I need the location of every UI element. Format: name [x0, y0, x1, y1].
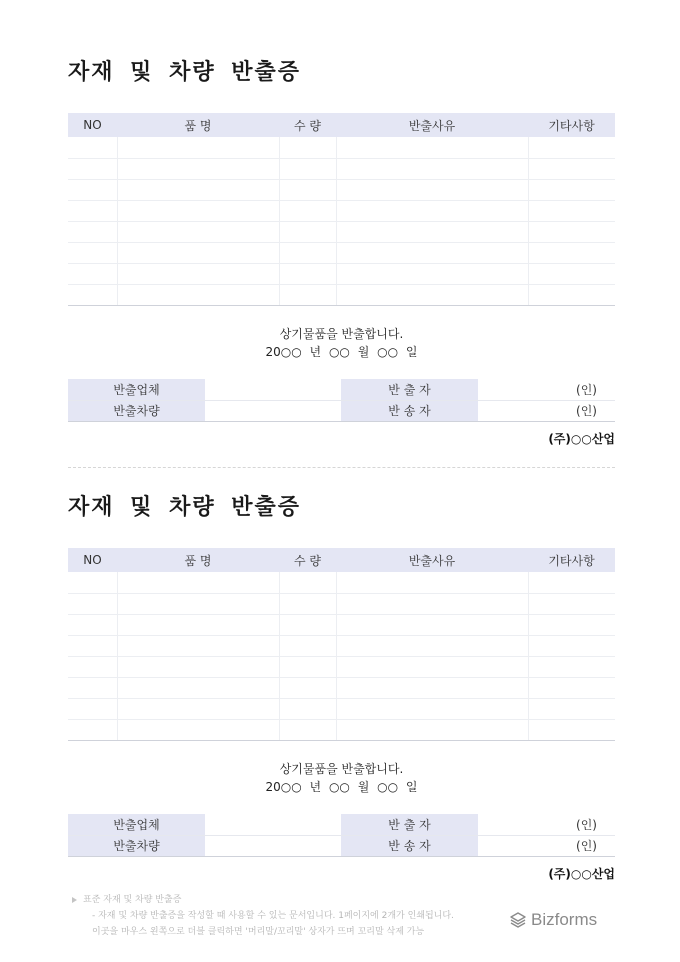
cut-divider: [68, 467, 615, 468]
table-row: [68, 614, 615, 635]
header-remarks: 기타사항: [528, 548, 615, 572]
table-cell[interactable]: [336, 614, 528, 635]
table-cell[interactable]: [528, 677, 615, 698]
table-cell[interactable]: [528, 284, 615, 305]
table-cell[interactable]: [117, 158, 279, 179]
table-cell[interactable]: [336, 200, 528, 221]
table-cell[interactable]: [528, 221, 615, 242]
items-table: [68, 113, 615, 306]
release-person-seal[interactable]: (인): [478, 814, 615, 835]
table-cell[interactable]: [68, 698, 117, 719]
table-row: [68, 635, 615, 656]
table-cell[interactable]: [528, 572, 615, 593]
triangle-bullet-icon: [72, 897, 77, 903]
table-cell[interactable]: [528, 614, 615, 635]
footer-line-2: - 자재 및 차량 반출증을 작성할 때 사용할 수 있는 문서입니다. 1페이지에 2개가 인쇄됩니다.: [92, 911, 454, 921]
table-cell[interactable]: [279, 200, 336, 221]
vendor-field[interactable]: [205, 814, 341, 835]
date-line: 20○○ 년 ○○ 월 ○○ 일: [265, 345, 418, 359]
table-cell[interactable]: [68, 242, 117, 263]
table-cell[interactable]: [336, 284, 528, 305]
table-cell[interactable]: [117, 284, 279, 305]
carrier-label: 반 송 자: [341, 400, 478, 421]
release-statement: 상기물품을 반출합니다.: [279, 762, 404, 776]
table-cell[interactable]: [279, 179, 336, 200]
table-row: [68, 263, 615, 284]
signature-table: [68, 814, 615, 857]
header-no: NO: [68, 548, 117, 572]
release-person-seal[interactable]: (인): [478, 379, 615, 400]
table-cell[interactable]: [117, 572, 279, 593]
table-cell[interactable]: [68, 137, 117, 158]
table-cell[interactable]: [528, 158, 615, 179]
table-row: [68, 137, 615, 158]
vehicle-field[interactable]: [205, 400, 341, 421]
table-cell[interactable]: [117, 200, 279, 221]
table-cell[interactable]: [528, 593, 615, 614]
header-remarks: 기타사항: [528, 113, 615, 137]
date-line: 20○○ 년 ○○ 월 ○○ 일: [265, 780, 418, 794]
brand-name: Bizforms: [531, 910, 598, 929]
table-cell[interactable]: [336, 593, 528, 614]
table-cell[interactable]: [279, 593, 336, 614]
company-name: (주)○○산업: [548, 432, 615, 446]
header-quantity: 수 량: [279, 113, 336, 137]
table-row: [68, 835, 615, 856]
table-cell[interactable]: [117, 698, 279, 719]
items-table: [68, 548, 615, 741]
table-cell[interactable]: [528, 242, 615, 263]
table-cell[interactable]: [279, 137, 336, 158]
table-cell[interactable]: [68, 179, 117, 200]
table-cell[interactable]: [68, 572, 117, 593]
signature-table: [68, 379, 615, 422]
table-row: [68, 242, 615, 263]
table-cell[interactable]: [68, 614, 117, 635]
table-row: [68, 158, 615, 179]
table-cell[interactable]: [336, 656, 528, 677]
header-reason: 반출사유: [336, 113, 528, 137]
header-reason: 반출사유: [336, 548, 528, 572]
table-cell[interactable]: [117, 614, 279, 635]
carrier-seal[interactable]: (인): [478, 835, 615, 856]
table-row: [68, 698, 615, 719]
table-cell[interactable]: [336, 158, 528, 179]
table-cell[interactable]: [279, 263, 336, 284]
table-cell[interactable]: [279, 614, 336, 635]
table-cell[interactable]: [336, 572, 528, 593]
table-cell[interactable]: [68, 593, 117, 614]
vendor-field[interactable]: [205, 379, 341, 400]
table-cell[interactable]: [528, 719, 615, 740]
release-form-2: [68, 493, 615, 881]
table-row: [68, 284, 615, 305]
table-row: [68, 719, 615, 740]
table-cell[interactable]: [117, 137, 279, 158]
table-cell[interactable]: [528, 179, 615, 200]
table-cell[interactable]: [279, 572, 336, 593]
header-item-name: 품 명: [117, 548, 279, 572]
carrier-label: 반 송 자: [341, 835, 478, 856]
table-cell[interactable]: [279, 677, 336, 698]
vehicle-label: 반출차량: [68, 400, 205, 421]
table-cell[interactable]: [279, 284, 336, 305]
table-header-row: [68, 548, 615, 572]
table-cell[interactable]: [279, 221, 336, 242]
table-row: [68, 379, 615, 400]
table-cell[interactable]: [279, 656, 336, 677]
table-cell[interactable]: [68, 200, 117, 221]
table-row: [68, 656, 615, 677]
table-cell[interactable]: [336, 719, 528, 740]
table-cell[interactable]: [117, 221, 279, 242]
table-header-row: [68, 113, 615, 137]
table-cell[interactable]: [336, 242, 528, 263]
table-cell[interactable]: [528, 200, 615, 221]
layers-icon: [509, 911, 527, 929]
table-cell[interactable]: [117, 593, 279, 614]
table-cell[interactable]: [68, 284, 117, 305]
table-cell[interactable]: [117, 677, 279, 698]
header-item-name: 품 명: [117, 113, 279, 137]
footer-line-3: 이곳을 마우스 왼쪽으로 더블 클릭하면 '머리말/꼬리말' 상자가 뜨며 꼬리말 삭제 가능: [92, 927, 425, 937]
brand-logo: [509, 909, 597, 931]
table-cell[interactable]: [117, 242, 279, 263]
table-cell[interactable]: [279, 719, 336, 740]
company-name: (주)○○산업: [548, 867, 615, 881]
table-cell[interactable]: [528, 635, 615, 656]
form-title: 자재 및 차량 반출증: [68, 495, 301, 520]
table-cell[interactable]: [68, 719, 117, 740]
table-row: [68, 179, 615, 200]
footer-line-1: [72, 892, 512, 908]
table-row: [68, 677, 615, 698]
footer-title: 표준 자재 및 차량 반출증: [83, 895, 182, 905]
table-cell[interactable]: [279, 158, 336, 179]
table-row: [68, 814, 615, 835]
table-row: [68, 200, 615, 221]
table-cell[interactable]: [336, 677, 528, 698]
release-form-1: [68, 58, 615, 446]
table-cell[interactable]: [68, 158, 117, 179]
document-footer[interactable]: [72, 892, 512, 940]
table-cell[interactable]: [528, 698, 615, 719]
release-statement: 상기물품을 반출합니다.: [279, 327, 404, 341]
table-row: [68, 572, 615, 593]
table-row: [68, 400, 615, 421]
table-cell[interactable]: [528, 656, 615, 677]
table-cell[interactable]: [336, 137, 528, 158]
table-cell[interactable]: [336, 263, 528, 284]
table-cell[interactable]: [68, 221, 117, 242]
table-cell[interactable]: [336, 635, 528, 656]
release-person-label: 반 출 자: [341, 379, 478, 400]
table-cell[interactable]: [68, 263, 117, 284]
table-cell[interactable]: [117, 719, 279, 740]
table-cell[interactable]: [117, 179, 279, 200]
table-cell[interactable]: [68, 656, 117, 677]
table-cell[interactable]: [336, 698, 528, 719]
vendor-label: 반출업체: [68, 814, 205, 835]
table-cell[interactable]: [279, 698, 336, 719]
table-row: [68, 593, 615, 614]
table-cell[interactable]: [68, 635, 117, 656]
table-cell[interactable]: [336, 221, 528, 242]
table-cell[interactable]: [117, 635, 279, 656]
table-cell[interactable]: [528, 137, 615, 158]
table-cell[interactable]: [117, 656, 279, 677]
release-person-label: 반 출 자: [341, 814, 478, 835]
table-cell[interactable]: [528, 263, 615, 284]
form-title: 자재 및 차량 반출증: [68, 60, 301, 85]
header-no: NO: [68, 113, 117, 137]
vehicle-field[interactable]: [205, 835, 341, 856]
table-cell[interactable]: [68, 677, 117, 698]
table-cell[interactable]: [279, 242, 336, 263]
vehicle-label: 반출차량: [68, 835, 205, 856]
vendor-label: 반출업체: [68, 379, 205, 400]
carrier-seal[interactable]: (인): [478, 400, 615, 421]
header-quantity: 수 량: [279, 548, 336, 572]
table-row: [68, 221, 615, 242]
table-cell[interactable]: [117, 263, 279, 284]
table-cell[interactable]: [336, 179, 528, 200]
table-cell[interactable]: [279, 635, 336, 656]
